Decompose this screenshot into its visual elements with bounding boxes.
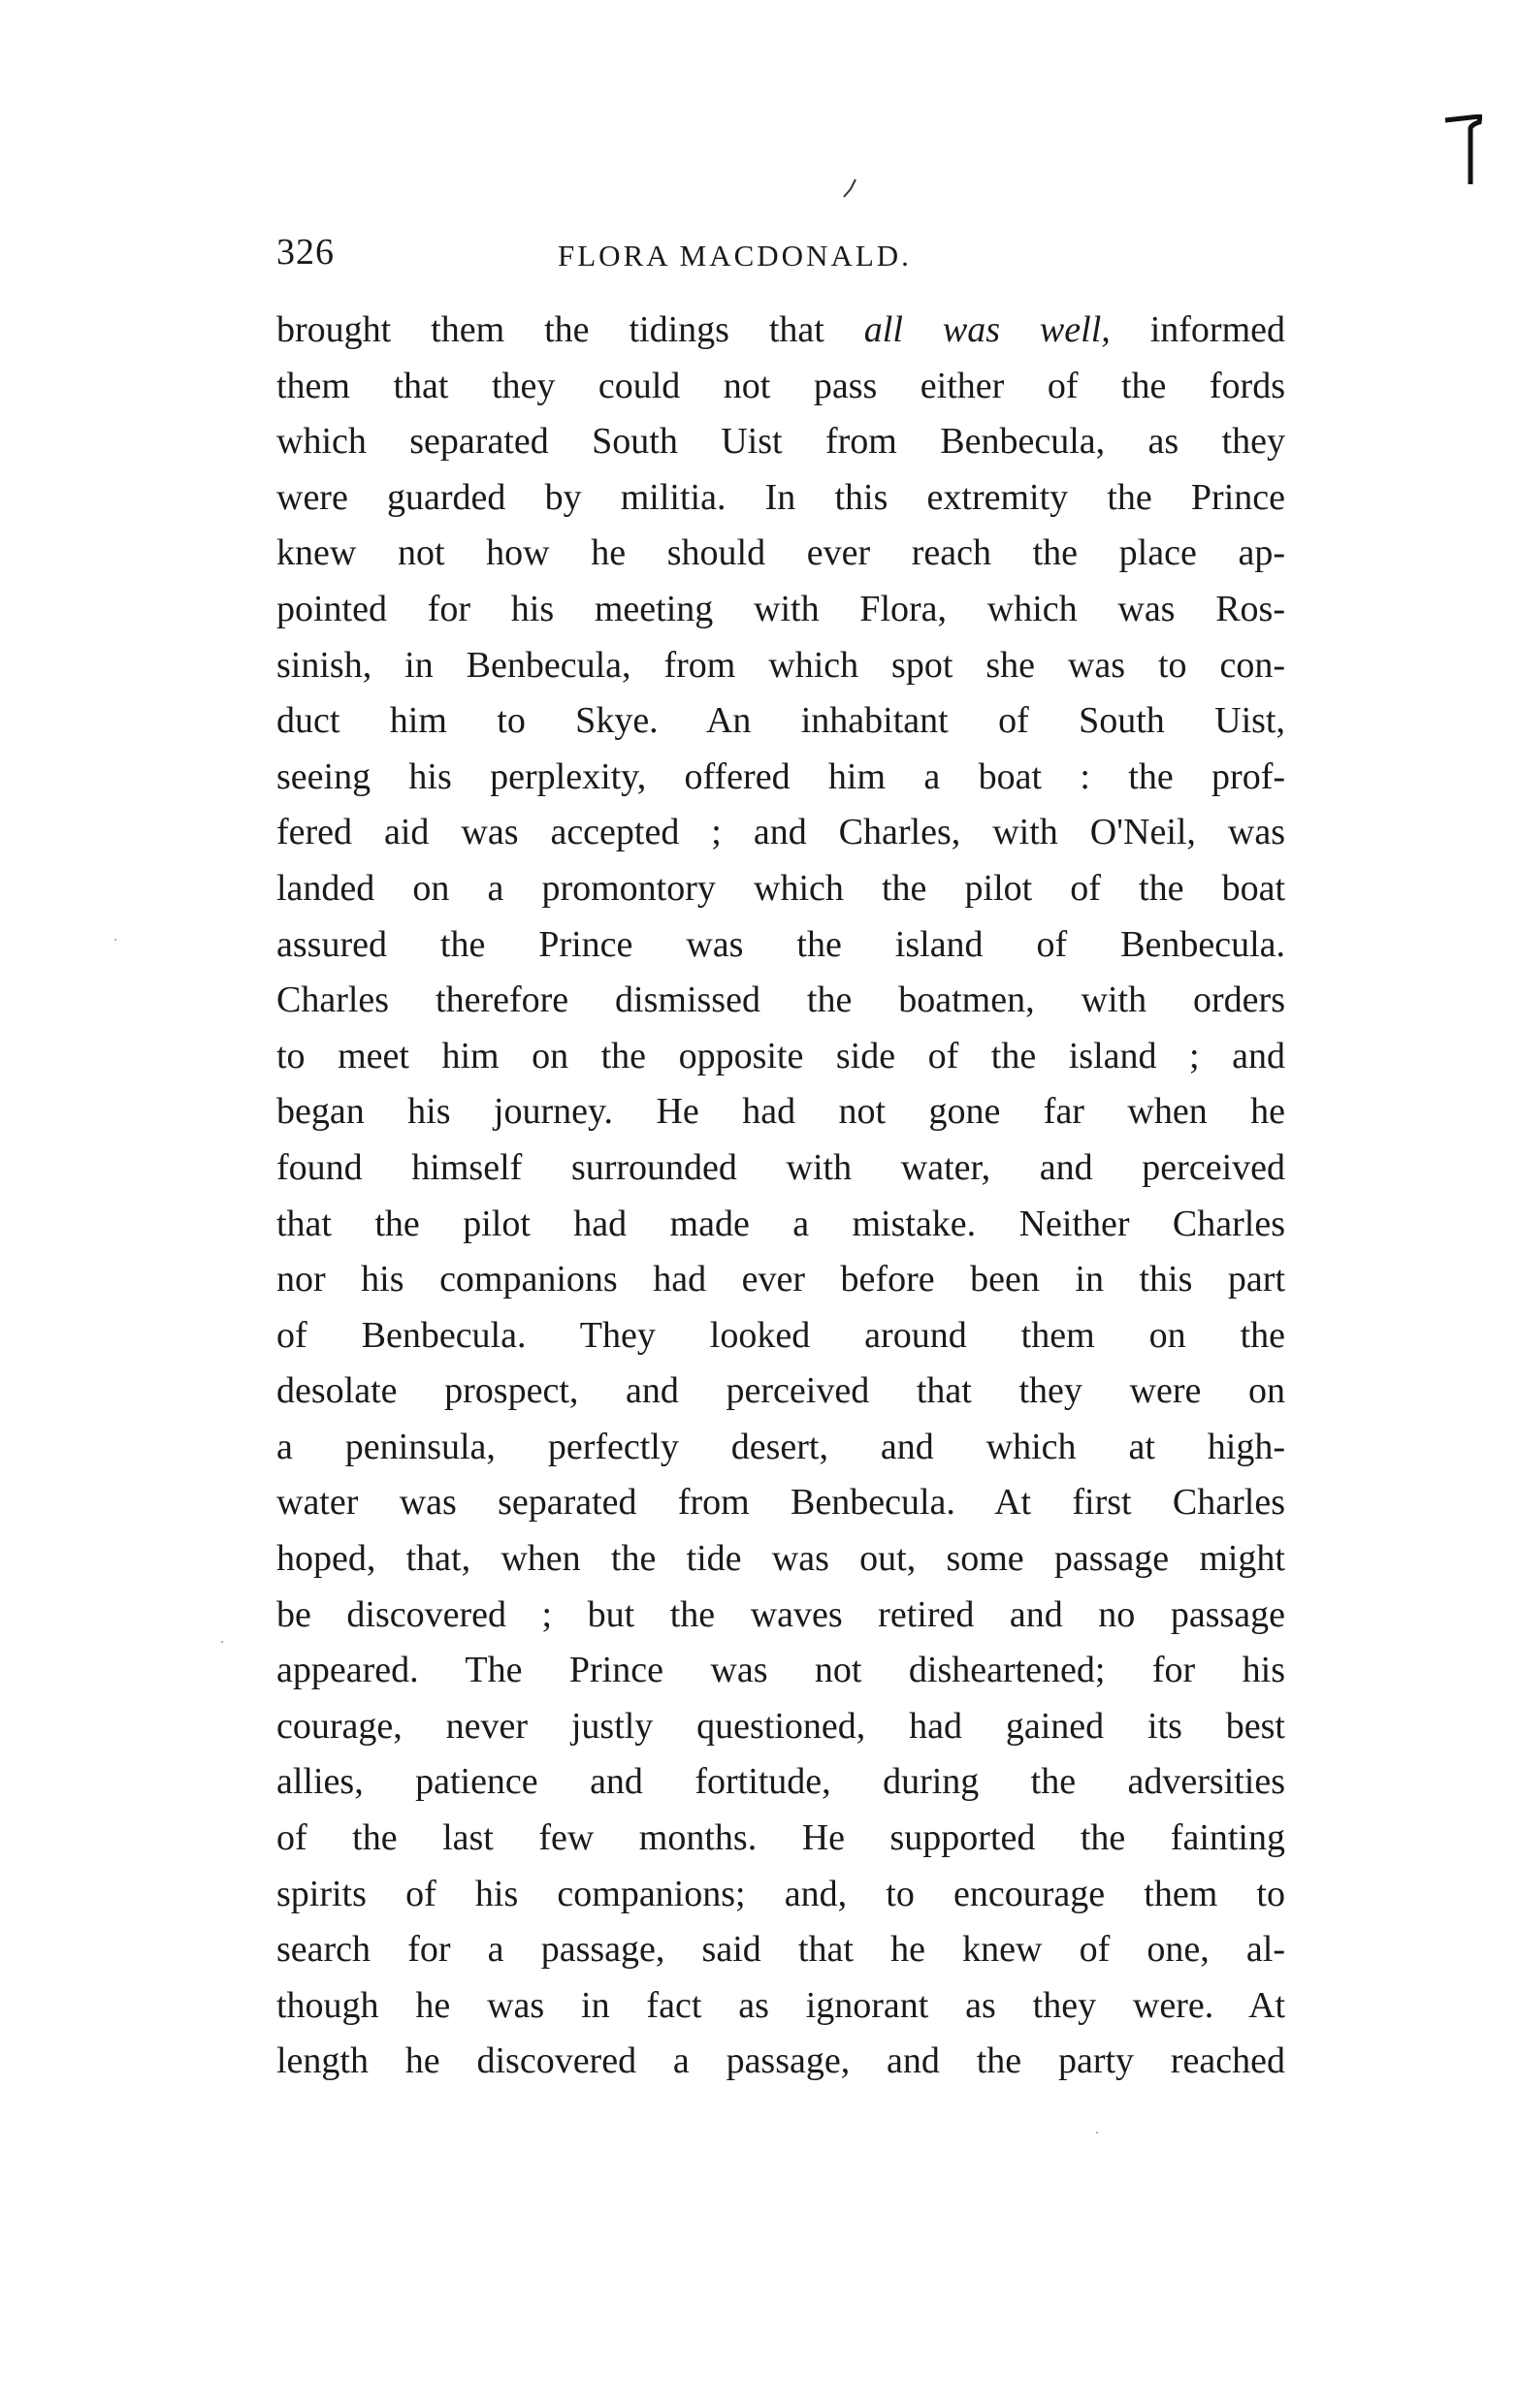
corner-mark bbox=[1443, 114, 1482, 187]
text-line: Charles therefore dismissed the boatmen, with orders bbox=[276, 979, 1285, 1021]
text-line: which separated South Uist from Benbecula, as they bbox=[276, 421, 1285, 463]
paper-speck bbox=[221, 1641, 223, 1643]
text-line: spirits of his companions; and, to encourage them to bbox=[276, 1873, 1285, 1914]
text-line: of the last few months. He supported the fainting bbox=[276, 1817, 1285, 1859]
paper-speck bbox=[1096, 2132, 1098, 2134]
text-line: sinish, in Benbecula, from which spot she was to con- bbox=[276, 644, 1285, 686]
text-line: length he discovered a passage, and the party reached bbox=[276, 2040, 1285, 2082]
text-line: nor his companions had ever before been in this part bbox=[276, 1259, 1285, 1300]
text-line: of Benbecula. They looked around them on the bbox=[276, 1314, 1285, 1356]
text-line: courage, never justly questioned, had gained its best bbox=[276, 1705, 1285, 1747]
text-line: landed on a promontory which the pilot of the boat bbox=[276, 867, 1285, 909]
text-line: be discovered ; but the waves retired and no passage bbox=[276, 1593, 1285, 1635]
text-line: began his journey. He had not gone far when he bbox=[276, 1091, 1285, 1133]
text-line: water was separated from Benbecula. At first Charles bbox=[276, 1482, 1285, 1524]
text-line: assured the Prince was the island of Benbecula. bbox=[276, 923, 1285, 965]
text-line: found himself surrounded with water, and perceived bbox=[276, 1146, 1285, 1188]
text-line: brought them the tidings that all was well, informed bbox=[276, 309, 1286, 350]
page-header bbox=[276, 231, 1285, 289]
text-line: pointed for his meeting with Flora, which was Ros- bbox=[276, 588, 1285, 629]
text-line: desolate prospect, and perceived that they were on bbox=[276, 1370, 1285, 1412]
ink-mark bbox=[842, 177, 857, 199]
text-line: duct him to Skye. An inhabitant of South Uist, bbox=[276, 700, 1285, 742]
body-text bbox=[276, 303, 1285, 2090]
text-line: search for a passage, said that he knew of one, al- bbox=[276, 1929, 1285, 1971]
page-number: 326 bbox=[276, 232, 335, 273]
text-line: knew not how he should ever reach the place ap- bbox=[276, 532, 1285, 574]
text-line: a peninsula, perfectly desert, and which at high- bbox=[276, 1426, 1285, 1467]
text-line: allies, patience and fortitude, during the adversities bbox=[276, 1761, 1285, 1803]
text-line: though he was in fact as ignorant as they were. At bbox=[276, 1984, 1285, 2026]
text-line: were guarded by militia. In this extremity the Prince bbox=[276, 476, 1285, 518]
text-line: that the pilot had made a mistake. Neither Charles bbox=[276, 1203, 1285, 1244]
text-line: fered aid was accepted ; and Charles, with O'Neil, was bbox=[276, 812, 1285, 853]
italic-phrase: all was well, bbox=[863, 309, 1111, 350]
running-head: FLORA MACDONALD. bbox=[558, 239, 912, 273]
text-line: seeing his perplexity, offered him a boat : the prof- bbox=[276, 755, 1285, 797]
text-line: them that they could not pass either of the fords bbox=[276, 365, 1285, 406]
paper-speck bbox=[114, 939, 116, 941]
text-line: hoped, that, when the tide was out, some passage might bbox=[276, 1538, 1285, 1580]
text-line: to meet him on the opposite side of the island ; and bbox=[276, 1035, 1285, 1076]
text-line: appeared. The Prince was not disheartened; for his bbox=[276, 1650, 1285, 1691]
